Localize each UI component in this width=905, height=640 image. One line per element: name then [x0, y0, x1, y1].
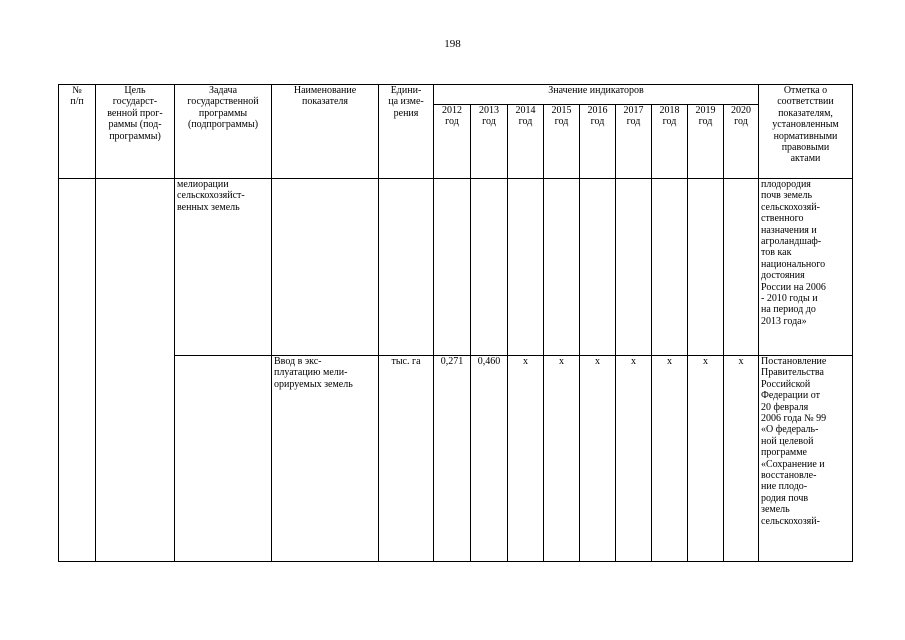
year-header: 2015 год [544, 105, 580, 179]
note-cell: плодородия почв земель сельскохозяй- ственного назначения и агроландшаф- тов как национального достояния России на 2006 - 2010 годы и на период до 2013 года» [759, 179, 853, 356]
header-indicator-name: Наименование показателя [272, 85, 379, 179]
year-header: 2018 год [652, 105, 688, 179]
header-note: Отметка о соответствии показателям, установленным нормативными правовыми актами [759, 85, 853, 179]
value-cell: 0,460 [471, 356, 508, 562]
value-cell: х [616, 356, 652, 562]
value-cell [434, 179, 471, 356]
value-cell: х [688, 356, 724, 562]
goal-cell [96, 179, 175, 562]
table-row [59, 356, 853, 562]
indicator-name-cell [272, 179, 379, 356]
value-cell [724, 179, 759, 356]
year-header: 2012 год [434, 105, 471, 179]
year-header: 2020 год [724, 105, 759, 179]
year-header: 2016 год [580, 105, 616, 179]
page-number: 198 [444, 38, 461, 50]
year-header: 2017 год [616, 105, 652, 179]
year-header: 2019 год [688, 105, 724, 179]
value-cell [652, 179, 688, 356]
header-unit: Едини- ца изме- рения [379, 85, 434, 179]
note-cell: Постановление Правительства Российской Федерации от 20 февраля 2006 года № 99 «О федераль- ной целевой программе «Сохранение и восстановле- ние плодо- родия почв земель сельскохозяй- [759, 356, 853, 562]
indicator-name-cell: Ввод в экс- плуатацию мели- орируемых земель [272, 356, 379, 562]
num-cell [59, 179, 96, 562]
year-header: 2013 год [471, 105, 508, 179]
value-cell [616, 179, 652, 356]
year-header: 2014 год [508, 105, 544, 179]
value-cell: х [724, 356, 759, 562]
header-num: № п/п [59, 85, 96, 179]
value-cell: х [652, 356, 688, 562]
header-row [59, 85, 853, 105]
value-cell [688, 179, 724, 356]
header-indicator-values: Значение индикаторов [434, 85, 759, 105]
indicators-table [58, 84, 853, 562]
task-cell [175, 356, 272, 562]
value-cell [508, 179, 544, 356]
value-cell [580, 179, 616, 356]
header-goal: Цель государст- венной прог- раммы (под- программы) [96, 85, 175, 179]
value-cell: 0,271 [434, 356, 471, 562]
table-row [59, 179, 853, 356]
value-cell: х [544, 356, 580, 562]
value-cell [471, 179, 508, 356]
value-cell [544, 179, 580, 356]
header-task: Задача государственной программы (подпрограммы) [175, 85, 272, 179]
unit-cell [379, 179, 434, 356]
value-cell: х [508, 356, 544, 562]
unit-cell: тыс. га [379, 356, 434, 562]
value-cell: х [580, 356, 616, 562]
task-cell: мелиорации сельскохозяйст- венных земель [175, 179, 272, 356]
